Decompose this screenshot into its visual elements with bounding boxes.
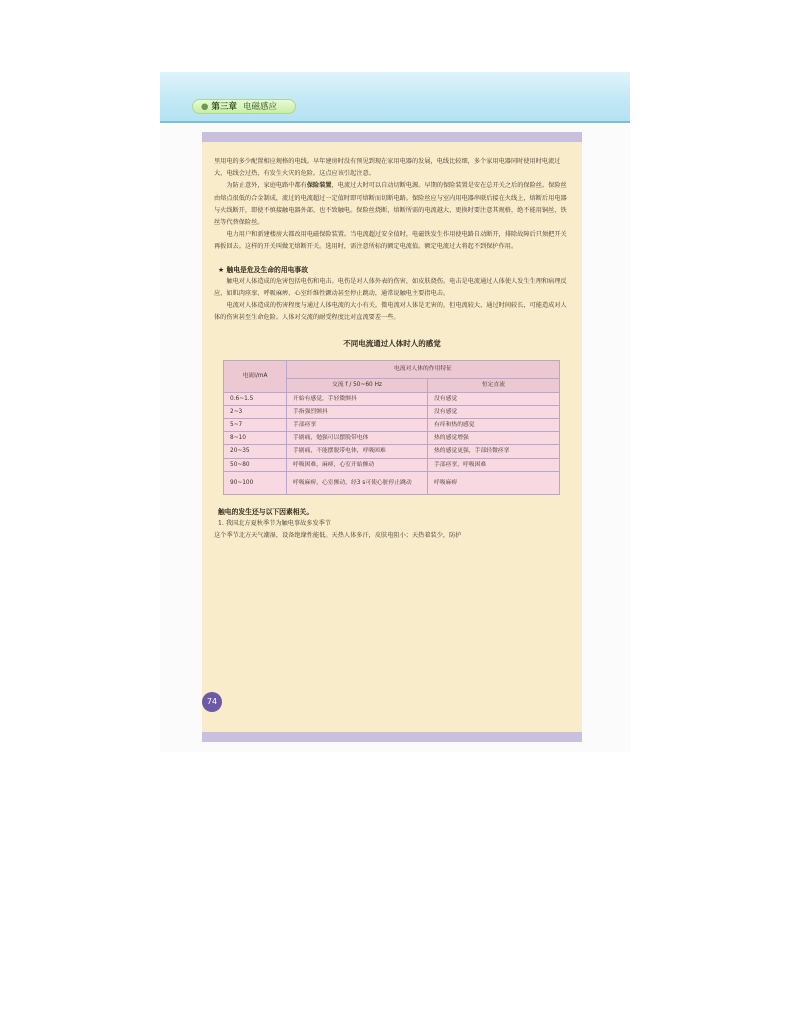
- header-dc: 恒定直流: [428, 378, 560, 392]
- page-number-badge: 74: [202, 692, 222, 712]
- paragraph-1: 里用电的多少配置相应规格的电线。早年建房时没有预见到现在家用电器的发展，电线比较细，多个家用电器同时使用时电流过大，电线会过热，有发生火灾的危险。这点应该引起注意。: [214, 158, 561, 178]
- cell-dc: 有痒和热的感觉: [428, 419, 560, 432]
- factors-heading: 触电的发生还与以下因素相关。: [218, 507, 314, 516]
- cell-ac: 手剧痛，不能摆脱带电体，呼吸困难: [287, 445, 428, 458]
- cell-dc: 热的感觉更强，手部轻微痉挛: [428, 445, 560, 458]
- chapter-number: 第三章: [211, 102, 237, 112]
- cell-ac: 手指强烈颤抖: [287, 405, 428, 418]
- cell-current: 0.6~1.5: [224, 392, 287, 405]
- table-row: [224, 419, 560, 432]
- cell-dc: 没有感觉: [428, 405, 560, 418]
- bullet-dot-icon: ●: [201, 102, 209, 112]
- cell-current: 50~80: [224, 458, 287, 471]
- factor-item-1: 1. 我国北方夏秋季节为触电事故多发季节: [218, 519, 332, 527]
- section-paragraph-1: 触电对人体造成的危害包括电伤和电击。电伤是对人体外表的伤害，如皮肤烧伤。电击是电流通过人体使人发生生理和病理反应，如肌肉痉挛、呼吸麻痹、心室纤维性颤动甚至停止跳动，通常说触电主要指电击。: [214, 277, 567, 297]
- current-effect-table: [223, 360, 560, 495]
- table-row: [224, 445, 560, 458]
- content-body: [214, 156, 570, 542]
- cell-ac: 手部痉挛: [287, 419, 428, 432]
- table-row: [224, 392, 560, 405]
- header-current: 电流I/mA: [224, 360, 287, 392]
- cell-dc: 没有感觉: [428, 392, 560, 405]
- table-row: [224, 405, 560, 418]
- cell-current: 20~35: [224, 445, 287, 458]
- cell-current: 5~7: [224, 419, 287, 432]
- header-divider: [160, 121, 630, 123]
- cell-ac: 呼吸麻痹，心室颤动，经3 s可使心脏停止跳动: [287, 471, 428, 494]
- textbook-page: [160, 72, 630, 752]
- cell-ac: 手剧痛，勉强可以摆脱带电体: [287, 432, 428, 445]
- table-title: 不同电流通过人体时人的感觉: [343, 339, 441, 349]
- section-heading: ★ 触电是危及生命的用电事故: [218, 265, 309, 274]
- keyword-safety-device: 保险装置: [306, 182, 332, 190]
- content-panel: [202, 132, 582, 742]
- table-row: [224, 471, 560, 494]
- cell-dc: 热的感觉增强: [428, 432, 560, 445]
- cell-current: 90~100: [224, 471, 287, 494]
- paragraph-3: 电力用户和新建楼房大都改用电磁保险装置。当电流超过安全值时，电磁铁发生作用使电路自动断开，排除故障后只须把开关再扳回去。这样的开关叫做无熔断开关。选用时，需注意所标的额定电流值。额定电流过大将起不到保护作用。: [214, 231, 567, 251]
- header-ac: 交流 f / 50~60 Hz: [287, 378, 428, 392]
- cell-dc: 手部痉挛，呼吸困难: [428, 458, 560, 471]
- paragraph-2-lead: 为防止意外，家庭电路中都有: [226, 182, 307, 190]
- section-paragraph-2: 电流对人体造成的伤害程度与通过人体电流的大小有关。微电流对人体是无害的，但电流较大、通过时间较长，可能造成对人体的伤害甚至生命危险。人体对交流的耐受程度比对直流要差一些。: [214, 302, 567, 322]
- table-row: [224, 432, 560, 445]
- header-effect: 电流对人体的作用特征: [287, 360, 560, 378]
- table-row: [224, 458, 560, 471]
- chapter-tab: [192, 99, 296, 114]
- cell-ac: 呼吸困难，麻痹，心室开始颤动: [287, 458, 428, 471]
- paragraph-2-rest: ，电流过大时可以自动切断电源。早期的保险装置是安在总开关之后的保险丝。保险丝由熔点很低的合金制成，流过的电流超过一定值时即可熔断而切断电路。保险丝应与室内用电器串联后接在火线上，熔断后用电器与火线断开，即使不慎接触电器外部，也不致触电。保险丝烧断，熔断所需的电流越大，更换时要注意其规格，绝不能用铜丝、铁丝等代替保险丝。: [214, 182, 567, 227]
- cell-current: 8~10: [224, 432, 287, 445]
- cell-current: 2~3: [224, 405, 287, 418]
- chapter-title: 电磁感应: [242, 102, 277, 112]
- paragraph-2: [214, 180, 570, 229]
- cell-dc: 呼吸麻痹: [428, 471, 560, 494]
- cell-ac: 开始有感觉，手轻微颤抖: [287, 392, 428, 405]
- factor-text: 这个季节北方天气潮湿，设备绝缘性能低。天热人体多汗，皮肤电阻小；天热着装少，防护: [214, 532, 462, 540]
